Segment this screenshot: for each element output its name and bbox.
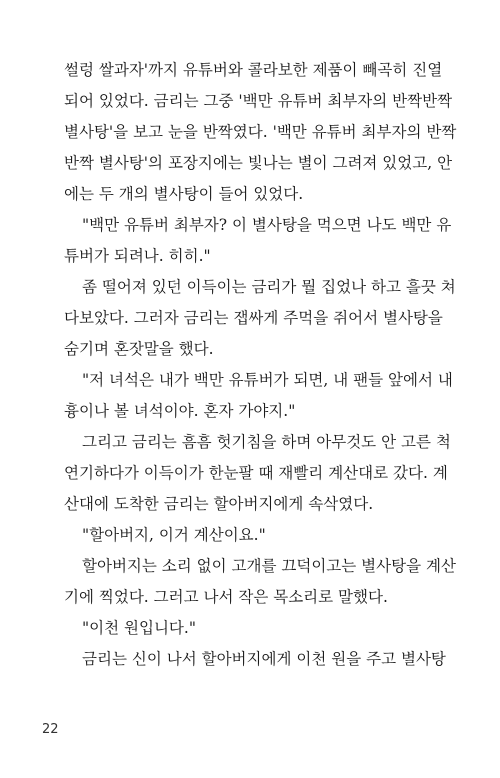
page-number: 22 xyxy=(42,722,59,737)
text-line: "할아버지, 이거 계산이요." xyxy=(82,526,266,544)
text-line: 별사탕'을 보고 눈을 반짝였다. '백만 유튜버 최부자의 반짝 xyxy=(64,123,457,141)
text-line: 튜버가 되려나. 히히." xyxy=(64,247,211,265)
text-line: 흉이나 볼 녀석이야. 혼자 가야지." xyxy=(64,402,296,420)
text-line: "백만 유튜버 최부자? 이 별사탕을 먹으면 나도 백만 유 xyxy=(82,216,452,234)
text-line: 그리고 금리는 흠흠 헛기침을 하며 아무것도 안 고른 척 xyxy=(82,433,451,451)
text-line: "저 녀석은 내가 백만 유튜버가 되면, 내 팬들 앞에서 내 xyxy=(82,371,453,389)
text-line: 산대에 도착한 금리는 할아버지에게 속삭였다. xyxy=(64,495,374,513)
text-line: "이천 원입니다." xyxy=(82,619,196,637)
text-line: 금리는 신이 나서 할아버지에게 이천 원을 주고 별사탕 xyxy=(82,650,446,668)
text-line: 에는 두 개의 별사탕이 들어 있었다. xyxy=(64,185,304,203)
text-line: 연기하다가 이득이가 한눈팔 때 재빨리 계산대로 갔다. 계 xyxy=(64,464,448,482)
text-line: 기에 찍었다. 그러고 나서 작은 목소리로 말했다. xyxy=(64,588,388,606)
text-line: 할아버지는 소리 없이 고개를 끄덕이고는 별사탕을 계산 xyxy=(82,557,456,575)
text-line: 좀 떨어져 있던 이득이는 금리가 뭘 집었나 하고 흘끗 쳐 xyxy=(82,278,456,296)
text-line: 썰렁 쌀과자'까지 유튜버와 콜라보한 제품이 빼곡히 진열 xyxy=(64,61,443,79)
text-line: 다보았다. 그러자 금리는 잽싸게 주먹을 쥐어서 별사탕을 xyxy=(64,309,443,327)
text-line: 숨기며 혼잣말을 했다. xyxy=(64,340,214,358)
text-line: 반짝 별사탕'의 포장지에는 빛나는 별이 그려져 있었고, 안 xyxy=(64,154,453,172)
text-line: 되어 있었다. 금리는 그중 '백만 유튜버 최부자의 반짝반짝 xyxy=(64,92,453,110)
